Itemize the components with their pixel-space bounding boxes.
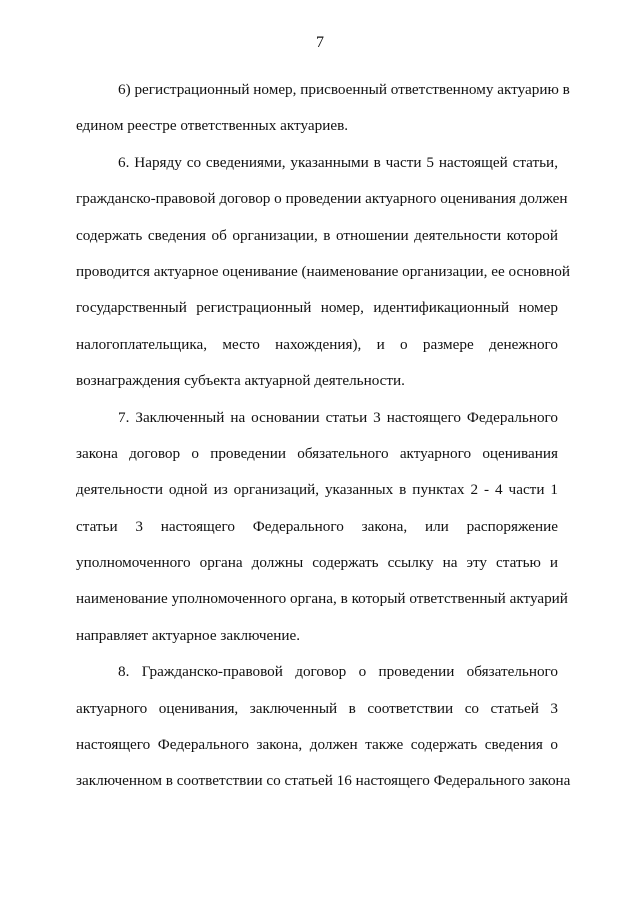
text-line: 7. Заключенный на основании статьи 3 настоящего Федерального (118, 408, 558, 426)
text-line: проводится актуарное оценивание (наименование организации, ее основной (76, 262, 570, 280)
text-line: вознаграждения субъекта актуарной деятельности. (76, 372, 405, 390)
paragraph-point-7 (76, 400, 568, 655)
text-line: закона договор о проведении обязательного актуарного оценивания (76, 444, 558, 462)
text-line: гражданско-правовой договор о проведении актуарного оценивания должен (76, 190, 568, 208)
text-line: настоящего Федерального закона, должен также содержать сведения о (76, 736, 558, 754)
paragraph-point-6 (76, 145, 570, 400)
text-line: заключенном в соответствии со статьей 16 настоящего Федерального закона (76, 772, 571, 790)
text-line: направляет актуарное заключение. (76, 626, 301, 644)
text-line: 6) регистрационный номер, присвоенный ответственному актуарию в (118, 81, 570, 98)
text-line: наименование уполномоченного органа, в который ответственный актуарий (76, 590, 568, 608)
text-line: государственный регистрационный номер, идентификационный номер (76, 299, 558, 317)
paragraph-point-8 (76, 654, 571, 800)
page-number: 7 (316, 34, 324, 51)
text-line: уполномоченного органа должны содержать ссылку на эту статью и (76, 554, 558, 572)
text-line: статьи 3 настоящего Федерального закона, или распоряжение (76, 517, 558, 535)
text-line: содержать сведения об организации, в отношении деятельности которой (76, 226, 558, 244)
document-body (76, 72, 571, 800)
text-line: 6. Наряду со сведениями, указанными в части 5 настоящей статьи, (118, 153, 558, 171)
paragraph-item-6-sub (76, 72, 570, 145)
text-line: актуарного оценивания, заключенный в соответствии со статьей 3 (76, 699, 558, 717)
text-line: 8. Гражданско-правовой договор о проведении обязательного (118, 663, 558, 681)
text-line: налогоплательщика, место нахождения), и о размере денежного (76, 335, 558, 353)
text-line: деятельности одной из организаций, указанных в пунктах 2 - 4 части 1 (76, 481, 558, 499)
text-line: едином реестре ответственных актуариев. (76, 117, 349, 135)
